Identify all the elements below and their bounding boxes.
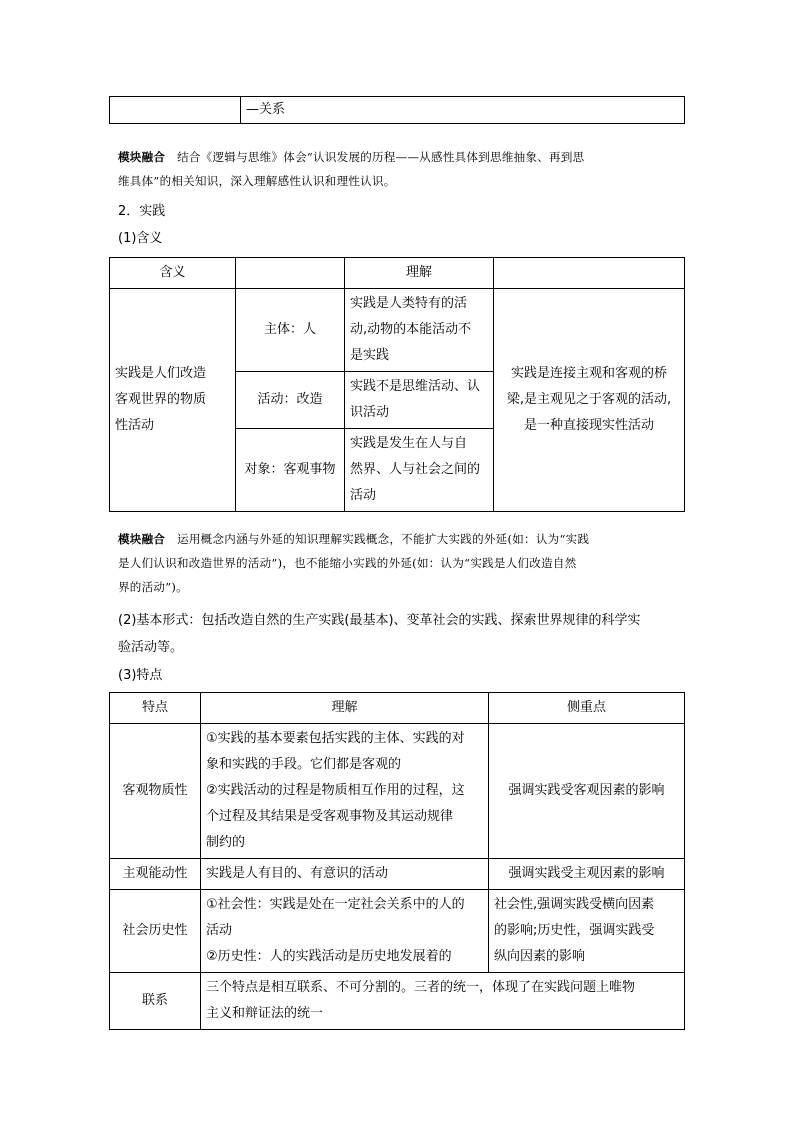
header-cell: 特点 (110, 693, 201, 724)
section-title: 2．实践 (118, 204, 166, 219)
top-table-right-cell: —关系 (241, 97, 685, 124)
note-text: 维具体”的相关知识，深入理解感性认识和理性认识。 (118, 174, 396, 188)
meaning-line: 客观世界的物质 (115, 392, 207, 407)
aspect-label: 对象：客观事物 (236, 429, 345, 512)
feature-explanation: ①实践的基本要素包括实践的主体、实践的对 象和实践的手段。它们都是客观的 ②实践活动的过程是物质相互作用的过程，这 个过程及其结果是受客观事物及其运动规律 制约的 (201, 724, 489, 859)
feature-name: 客观物质性 (110, 724, 201, 859)
feature-name: 联系 (110, 973, 201, 1030)
top-table-left-cell (110, 97, 241, 124)
aspect-explanation: 实践不是思维活动、认 识活动 (345, 372, 494, 429)
understanding-line: 是一种直接现实性活动 (523, 418, 654, 433)
subsection-title: (1)含义 (118, 231, 163, 246)
feature-focus: 强调实践受主观因素的影响 (489, 859, 685, 890)
header-cell: 理解 (345, 258, 494, 289)
header-cell (494, 258, 685, 289)
understanding-line: 梁,是主观见之于客观的活动, (506, 392, 672, 407)
feature-focus: 社会性,强调实践受横向因素 的影响;历史性，强调实践受 纵向因素的影响 (489, 890, 685, 973)
module-note-2 (118, 527, 693, 599)
note-text: 是人们认识和改造世界的活动”)，也不能缩小实践的外延(如：认为“实践是人们改造自然 (118, 556, 577, 570)
note-tag: 模块融合 (118, 532, 166, 546)
header-cell: 侧重点 (489, 693, 685, 724)
note-text: 运用概念内涵与外延的知识理解实践概念，不能扩大实践的外延(如：认为“实践 (177, 532, 590, 546)
meaning-line: 实践是人们改造 (115, 366, 207, 381)
aspect-label: 主体：人 (236, 289, 345, 372)
aspect-explanation: 实践是发生在人与自 然界、人与社会之间的 活动 (345, 429, 494, 512)
note-text: 界的活动”)。 (118, 580, 188, 594)
feature-explanation: 实践是人有目的、有意识的活动 (201, 859, 489, 890)
top-table (109, 96, 685, 124)
note-text: 结合《逻辑与思维》体会“认识发展的历程——从感性具体到思维抽象、再到思 (177, 150, 585, 164)
aspect-label: 活动：改造 (236, 372, 345, 429)
aspect-explanation: 实践是人类特有的活 动,动物的本能活动不 是实践 (345, 289, 494, 372)
meaning-cell (110, 289, 236, 512)
header-cell: 含义 (110, 258, 236, 289)
header-cell: 理解 (201, 693, 489, 724)
note-tag: 模块融合 (118, 150, 166, 164)
feature-focus: 强调实践受客观因素的影响 (489, 724, 685, 859)
feature-name: 主观能动性 (110, 859, 201, 890)
meaning-line: 性活动 (115, 418, 155, 433)
header-cell (236, 258, 345, 289)
feature-explanation: ①社会性：实践是处在一定社会关系中的人的 活动 ②历史性：人的实践活动是历史地发展着的 (201, 890, 489, 973)
basic-form-paragraph: (2)基本形式：包括改造自然的生产实践(最基本)、变革社会的实践、探索世界规律的科学实 验活动等。 (118, 613, 641, 655)
features-title: (3)特点 (118, 668, 163, 683)
understanding-line: 实践是连接主观和客观的桥 (510, 366, 667, 381)
feature-name: 社会历史性 (110, 890, 201, 973)
meaning-table (109, 257, 685, 512)
feature-explanation: 三个特点是相互联系、不可分割的。三者的统一，体现了在实践问题上唯物 主义和辩证法的统一 (201, 973, 685, 1030)
features-table (109, 692, 685, 1030)
understanding-cell (494, 289, 685, 512)
module-note-1 (118, 145, 693, 193)
